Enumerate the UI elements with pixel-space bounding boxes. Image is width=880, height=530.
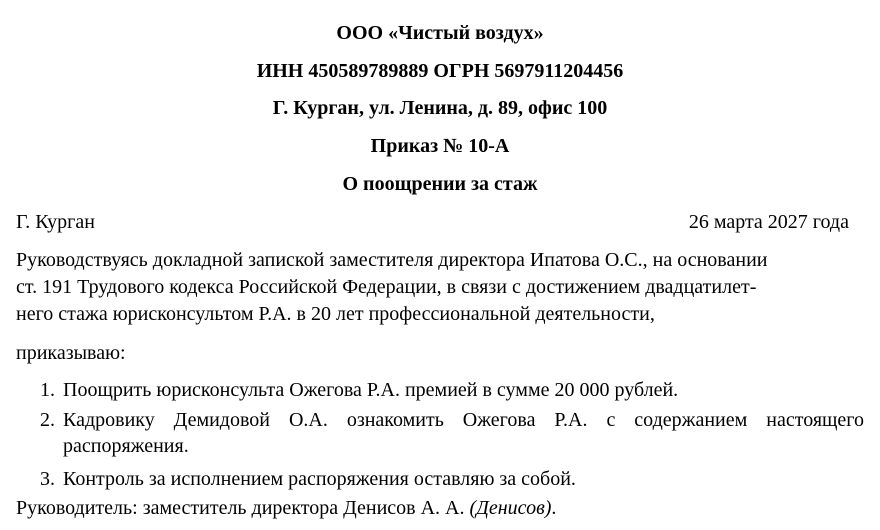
item-text-line: Кадровику Демидовой О.А. ознакомить Ожегова Р.А. с содержанием настоящего: [63, 409, 864, 431]
organization-name: ООО «Чистый воздух»: [336, 22, 544, 44]
preamble-line: него стажа юрисконсультом Р.А. в 20 лет профессиональной деятельности,: [16, 303, 655, 325]
preamble-line: Руководствуясь докладной запиской заместителя директора Ипатова О.С., на основании: [16, 249, 768, 271]
order-word: приказываю:: [16, 342, 126, 364]
order-number: Приказ № 10-А: [370, 135, 510, 157]
preamble-paragraph: [16, 247, 864, 328]
preamble-line: ст. 191 Трудового кодекса Российской Федерации, в связи с достижением двадцатилет-: [16, 276, 757, 298]
date: 26 марта 2027 года: [688, 211, 849, 233]
signature-line: [16, 495, 556, 521]
order-subject: О поощрении за стаж: [342, 173, 538, 195]
organization-ids: ИНН 450589789889 ОГРН 5697911204456: [256, 60, 624, 82]
list-item: [16, 377, 864, 403]
order-items-list: [16, 377, 864, 492]
place: Г. Курган: [16, 211, 95, 233]
item-text: Поощрить юрисконсульта Ожегова Р.А. премией в сумме 20 000 рублей.: [63, 379, 679, 401]
item-number: 1.: [40, 379, 55, 401]
item-number: 2.: [40, 409, 55, 431]
item-text: Контроль за исполнением распоряжения оставляю за собой.: [63, 468, 576, 490]
list-item: [16, 466, 864, 492]
item-text-line: распоряжения.: [63, 435, 189, 457]
signature-end: .: [551, 497, 557, 519]
organization-address: Г. Курган, ул. Ленина, д. 89, офис 100: [272, 97, 608, 119]
signature-text: Руководитель: заместитель директора Денисов А. А.: [16, 497, 470, 519]
signature-name: (Денисов): [469, 497, 552, 519]
list-item: [16, 407, 864, 459]
item-number: 3.: [40, 468, 55, 490]
